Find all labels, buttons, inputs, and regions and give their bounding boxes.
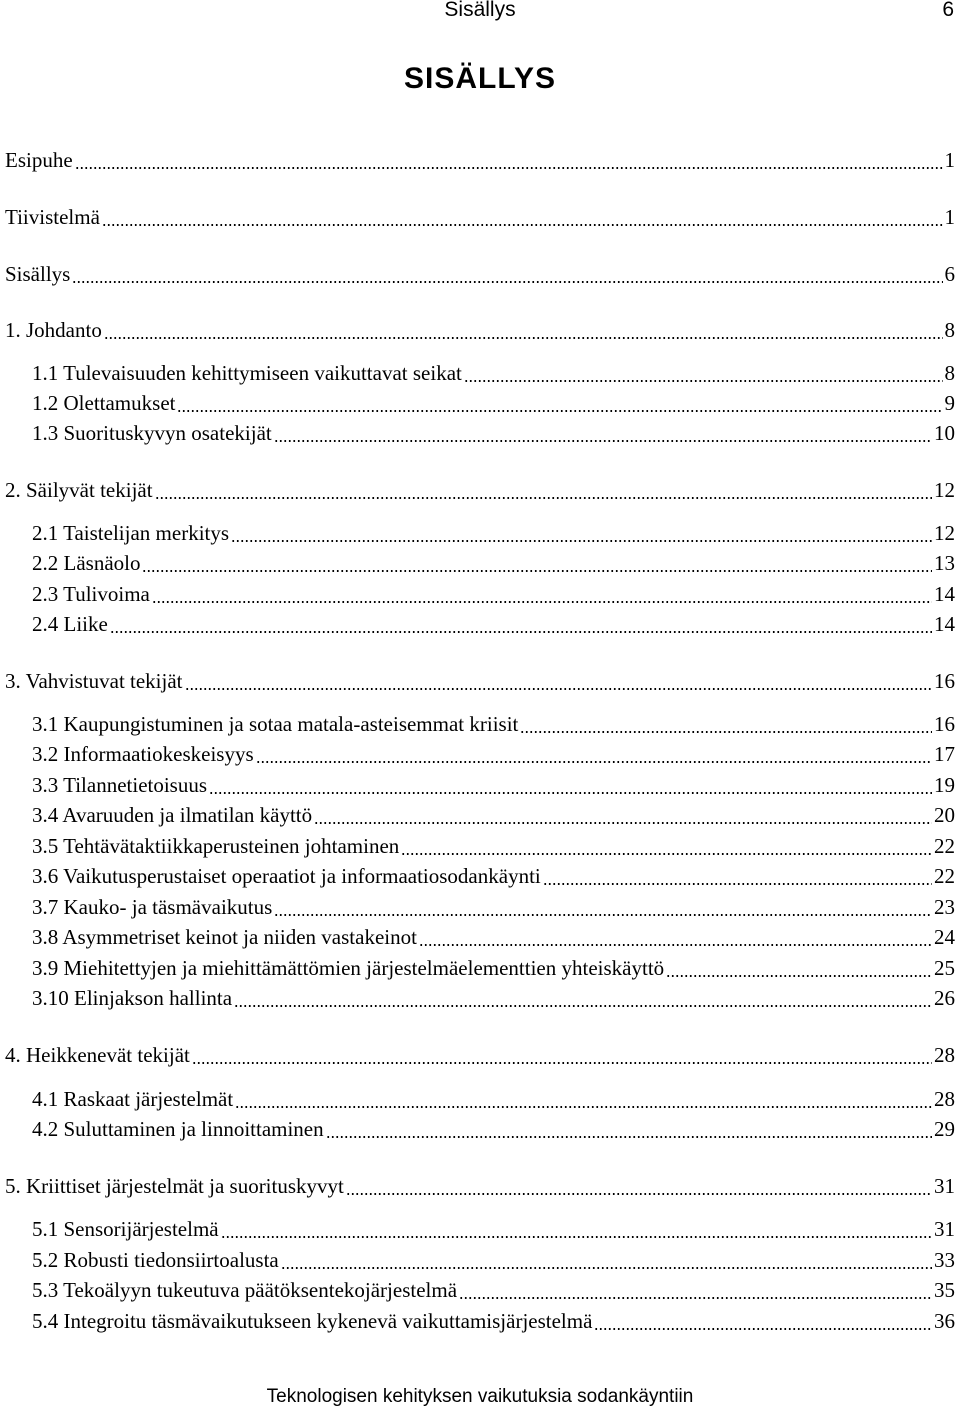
toc-dot-leader xyxy=(281,1249,932,1270)
toc-entry-label: 5.4 Integroitu täsmävaikutukseen kykenevä vaikuttamisjärjestelmä xyxy=(32,1309,593,1333)
toc-entry[interactable] xyxy=(32,893,955,921)
toc-dot-leader xyxy=(314,804,932,825)
toc-dot-leader xyxy=(666,957,932,978)
toc-entry-page: 36 xyxy=(934,1309,955,1333)
running-header xyxy=(0,0,960,24)
toc-entry[interactable] xyxy=(5,316,955,344)
toc-entry[interactable] xyxy=(32,610,955,638)
toc-dot-leader xyxy=(274,422,932,443)
toc-entry-label: 3.1 Kaupungistuminen ja sotaa matala-asteisemmat kriisit xyxy=(32,712,519,736)
toc-dot-leader xyxy=(401,835,932,856)
toc-entry[interactable] xyxy=(32,389,955,417)
toc-dot-leader xyxy=(72,263,942,284)
toc-entry-page: 19 xyxy=(934,773,955,797)
toc-entry-page: 22 xyxy=(934,834,955,858)
toc-entry-page: 10 xyxy=(934,421,955,445)
toc-entry[interactable] xyxy=(32,419,955,447)
toc-dot-leader xyxy=(209,774,932,795)
toc-entry-label: 4. Heikkenevät tekijät xyxy=(5,1043,190,1067)
toc-entry-label: 5.2 Robusti tiedonsiirtoalusta xyxy=(32,1248,279,1272)
toc-dot-leader xyxy=(235,1088,932,1109)
toc-dot-leader xyxy=(231,522,932,543)
toc-entry-label: 1.2 Olettamukset xyxy=(32,391,176,415)
toc-entry-label: 3.5 Tehtävätaktiikkaperusteinen johtaminen xyxy=(32,834,400,858)
toc-entry[interactable] xyxy=(32,984,955,1012)
toc-entry[interactable] xyxy=(32,1276,955,1304)
toc-entry-page: 26 xyxy=(934,986,955,1010)
toc-dot-leader xyxy=(594,1310,932,1331)
toc-entry-page: 8 xyxy=(944,318,955,342)
toc-entry-page: 1 xyxy=(944,205,955,229)
toc-entry-label: Esipuhe xyxy=(5,148,73,172)
toc-entry-label: 3.2 Informaatiokeskeisyys xyxy=(32,742,254,766)
toc-entry-label: 2.1 Taistelijan merkitys xyxy=(32,521,230,545)
toc-entry[interactable] xyxy=(32,740,955,768)
toc-dot-leader xyxy=(104,319,943,340)
toc-entry-label: 5. Kriittiset järjestelmät ja suorituskyvyt xyxy=(5,1174,344,1198)
toc-dot-leader xyxy=(520,713,932,734)
toc-entry-label: 3.4 Avaruuden ja ilmatilan käyttö xyxy=(32,803,313,827)
toc-dot-leader xyxy=(155,479,932,500)
toc-entry-page: 8 xyxy=(944,361,955,385)
toc-dot-leader xyxy=(75,149,943,170)
toc-entry[interactable] xyxy=(32,1085,955,1113)
toc-entry[interactable] xyxy=(5,260,955,288)
toc-entry[interactable] xyxy=(32,801,955,829)
toc-dot-leader xyxy=(142,552,932,573)
toc-dot-leader xyxy=(459,1279,932,1300)
toc-entry-page: 28 xyxy=(934,1043,955,1067)
toc-dot-leader xyxy=(274,896,932,917)
toc-dot-leader xyxy=(177,392,942,413)
toc-entry-page: 25 xyxy=(934,956,955,980)
toc-entry[interactable] xyxy=(5,146,955,174)
toc-entry-label: 1. Johdanto xyxy=(5,318,102,342)
page-title: SISÄLLYS xyxy=(404,62,556,95)
toc-dot-leader xyxy=(102,206,943,227)
toc-entry-page: 13 xyxy=(934,551,955,575)
toc-entry-label: 3.8 Asymmetriset keinot ja niiden vastakeinot xyxy=(32,925,417,949)
toc-entry-label: 4.2 Suluttaminen ja linnoittaminen xyxy=(32,1117,324,1141)
toc-entry-page: 6 xyxy=(944,262,955,286)
toc-entry-page: 33 xyxy=(934,1248,955,1272)
toc-entry-label: 5.1 Sensorijärjestelmä xyxy=(32,1217,219,1241)
toc-entry-page: 23 xyxy=(934,895,955,919)
toc-entry[interactable] xyxy=(32,771,955,799)
toc-entry[interactable] xyxy=(32,580,955,608)
running-header-title: Sisällys xyxy=(444,0,516,21)
toc-entry-page: 31 xyxy=(934,1174,955,1198)
toc-entry[interactable] xyxy=(5,476,955,504)
toc-entry[interactable] xyxy=(32,1246,955,1274)
toc-dot-leader xyxy=(110,613,932,634)
toc-entry-page: 28 xyxy=(934,1087,955,1111)
toc-entry[interactable] xyxy=(32,710,955,738)
toc-dot-leader xyxy=(234,987,932,1008)
toc-dot-leader xyxy=(192,1044,932,1065)
toc-dot-leader xyxy=(464,362,943,383)
toc-entry-page: 31 xyxy=(934,1217,955,1241)
toc-entry-page: 29 xyxy=(934,1117,955,1141)
toc-entry-label: 2. Säilyvät tekijät xyxy=(5,478,153,502)
toc-entry[interactable] xyxy=(32,1115,955,1143)
toc-entry-label: 3.6 Vaikutusperustaiset operaatiot ja informaatiosodankäynti xyxy=(32,864,541,888)
toc-entry-label: 3.10 Elinjakson hallinta xyxy=(32,986,233,1010)
toc-entry-label: 3. Vahvistuvat tekijät xyxy=(5,669,183,693)
toc-entry-page: 35 xyxy=(934,1278,955,1302)
toc-entry-label: 1.3 Suorituskyvyn osatekijät xyxy=(32,421,272,445)
toc-entry-page: 24 xyxy=(934,925,955,949)
toc-dot-leader xyxy=(221,1218,932,1239)
toc-dot-leader xyxy=(326,1118,932,1139)
toc-dot-leader xyxy=(185,670,932,691)
toc-entry-label: Sisällys xyxy=(5,262,71,286)
toc-entry[interactable] xyxy=(32,1307,955,1335)
toc-entry-label: 1.1 Tulevaisuuden kehittymiseen vaikuttavat seikat xyxy=(32,361,462,385)
toc-entry-label: 3.9 Miehitettyjen ja miehittämättömien järjestelmäelementtien yhteiskäyttö xyxy=(32,956,665,980)
toc-entry-page: 16 xyxy=(934,712,955,736)
running-header-page-number: 6 xyxy=(942,0,954,21)
toc-entry-label: 3.7 Kauko- ja täsmävaikutus xyxy=(32,895,273,919)
toc-entry-label: 5.3 Tekoälyyn tukeutuva päätöksentekojärjestelmä xyxy=(32,1278,458,1302)
toc-entry-page: 9 xyxy=(944,391,955,415)
toc-entry-page: 16 xyxy=(934,669,955,693)
toc-dot-leader xyxy=(543,865,932,886)
toc-entry-page: 12 xyxy=(934,521,955,545)
toc-entry-page: 14 xyxy=(934,582,955,606)
toc-entry-label: 2.4 Liike xyxy=(32,612,108,636)
toc-entry[interactable] xyxy=(5,203,955,231)
toc-entry-label: 2.2 Läsnäolo xyxy=(32,551,141,575)
toc-dot-leader xyxy=(346,1175,932,1196)
toc-dot-leader xyxy=(419,926,932,947)
toc-entry[interactable] xyxy=(32,862,955,890)
toc-entry-page: 1 xyxy=(944,148,955,172)
running-footer: Teknologisen kehityksen vaikutuksia sodankäyntiin xyxy=(266,1386,694,1407)
toc-entry-label: 2.3 Tulivoima xyxy=(32,582,150,606)
toc-entry-label: Tiivistelmä xyxy=(5,205,100,229)
toc-entry[interactable] xyxy=(5,1041,955,1069)
toc-entry-page: 12 xyxy=(934,478,955,502)
toc-entry[interactable] xyxy=(32,549,955,577)
toc-dot-leader xyxy=(256,743,932,764)
toc-entry-page: 22 xyxy=(934,864,955,888)
toc-entry[interactable] xyxy=(32,359,955,387)
toc-entry-page: 17 xyxy=(934,742,955,766)
toc-dot-leader xyxy=(152,583,932,604)
toc-entry[interactable] xyxy=(32,519,955,547)
toc-entry-label: 3.3 Tilannetietoisuus xyxy=(32,773,208,797)
toc-entry[interactable] xyxy=(32,1215,955,1243)
toc-entry-label: 4.1 Raskaat järjestelmät xyxy=(32,1087,234,1111)
toc-entry[interactable] xyxy=(32,923,955,951)
toc-entry[interactable] xyxy=(5,1172,955,1200)
toc-entry[interactable] xyxy=(32,954,955,982)
toc-entry-page: 14 xyxy=(934,612,955,636)
toc-entry[interactable] xyxy=(32,832,955,860)
toc-entry[interactable] xyxy=(5,667,955,695)
toc-entry-page: 20 xyxy=(934,803,955,827)
